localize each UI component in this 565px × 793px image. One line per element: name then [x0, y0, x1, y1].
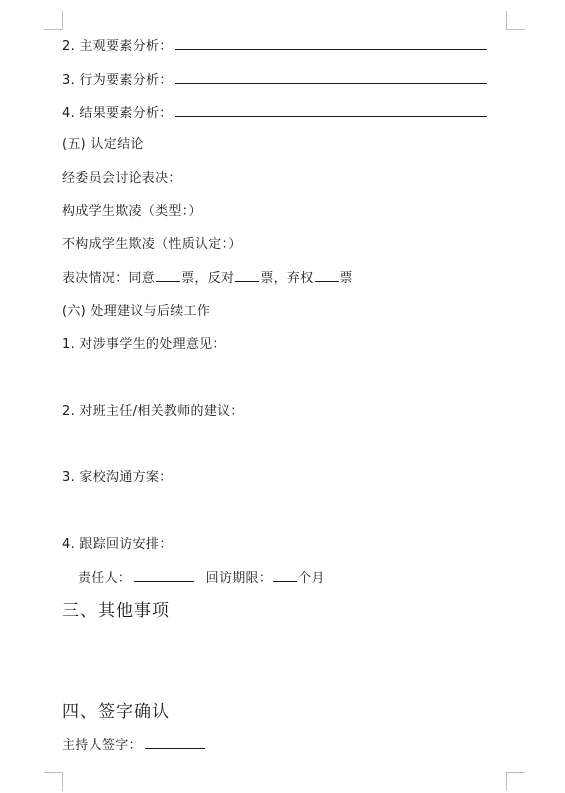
- section-signature-heading: 四、签字确认: [62, 702, 170, 722]
- handling-item-students: 1. 对涉事学生的处理意见：: [62, 337, 226, 352]
- page-corner-mark: [506, 11, 525, 30]
- vote-result-line: [62, 269, 353, 288]
- page-corner-mark: [44, 772, 63, 791]
- responsible-blank[interactable]: [134, 569, 194, 582]
- host-signature-blank[interactable]: [145, 736, 205, 749]
- vote-label: 表决情况：同意: [62, 271, 156, 286]
- followup-detail-line: [78, 569, 325, 588]
- handling-item-followup: 4. 跟踪回访安排：: [62, 537, 173, 552]
- no-votes-blank[interactable]: [235, 269, 259, 282]
- is-bullying-option: 构成学生欺凌（类型：）: [62, 204, 202, 219]
- page-corner-mark: [44, 11, 63, 30]
- handling-heading: (六) 处理建议与后续工作: [62, 304, 211, 319]
- period-label: 回访期限：: [205, 571, 273, 586]
- result-analysis-label: 4. 结果要素分析：: [62, 106, 173, 121]
- abstain-votes-blank[interactable]: [315, 269, 339, 282]
- page-corner-mark: [506, 772, 525, 791]
- fill-blank[interactable]: [175, 103, 487, 117]
- period-blank[interactable]: [273, 569, 297, 582]
- yes-votes-blank[interactable]: [156, 269, 180, 282]
- period-unit: 个月: [298, 571, 325, 586]
- yes-unit: 票，反对: [181, 271, 235, 286]
- handling-item-teachers: 2. 对班主任/相关教师的建议：: [62, 404, 244, 419]
- behavior-analysis-label: 3. 行为要素分析：: [62, 73, 173, 88]
- conclusion-heading: (五) 认定结论: [62, 137, 144, 152]
- fill-blank[interactable]: [175, 70, 487, 84]
- subjective-analysis-label: 2. 主观要素分析：: [62, 39, 173, 54]
- no-unit: 票，弃权: [260, 271, 314, 286]
- host-signature-line: [62, 736, 208, 755]
- subjective-analysis-line: [62, 36, 487, 56]
- host-signature-label: 主持人签字：: [62, 738, 142, 753]
- section-other-heading: 三、其他事项: [62, 601, 170, 621]
- result-analysis-line: [62, 103, 487, 123]
- handling-item-home-school: 3. 家校沟通方案：: [62, 470, 173, 485]
- responsible-label: 责任人：: [78, 571, 132, 586]
- behavior-analysis-line: [62, 70, 487, 90]
- abstain-unit: 票: [339, 271, 353, 286]
- fill-blank[interactable]: [175, 36, 487, 50]
- vote-intro: 经委员会讨论表决：: [62, 171, 182, 186]
- not-bullying-option: 不构成学生欺凌（性质认定：）: [62, 237, 242, 252]
